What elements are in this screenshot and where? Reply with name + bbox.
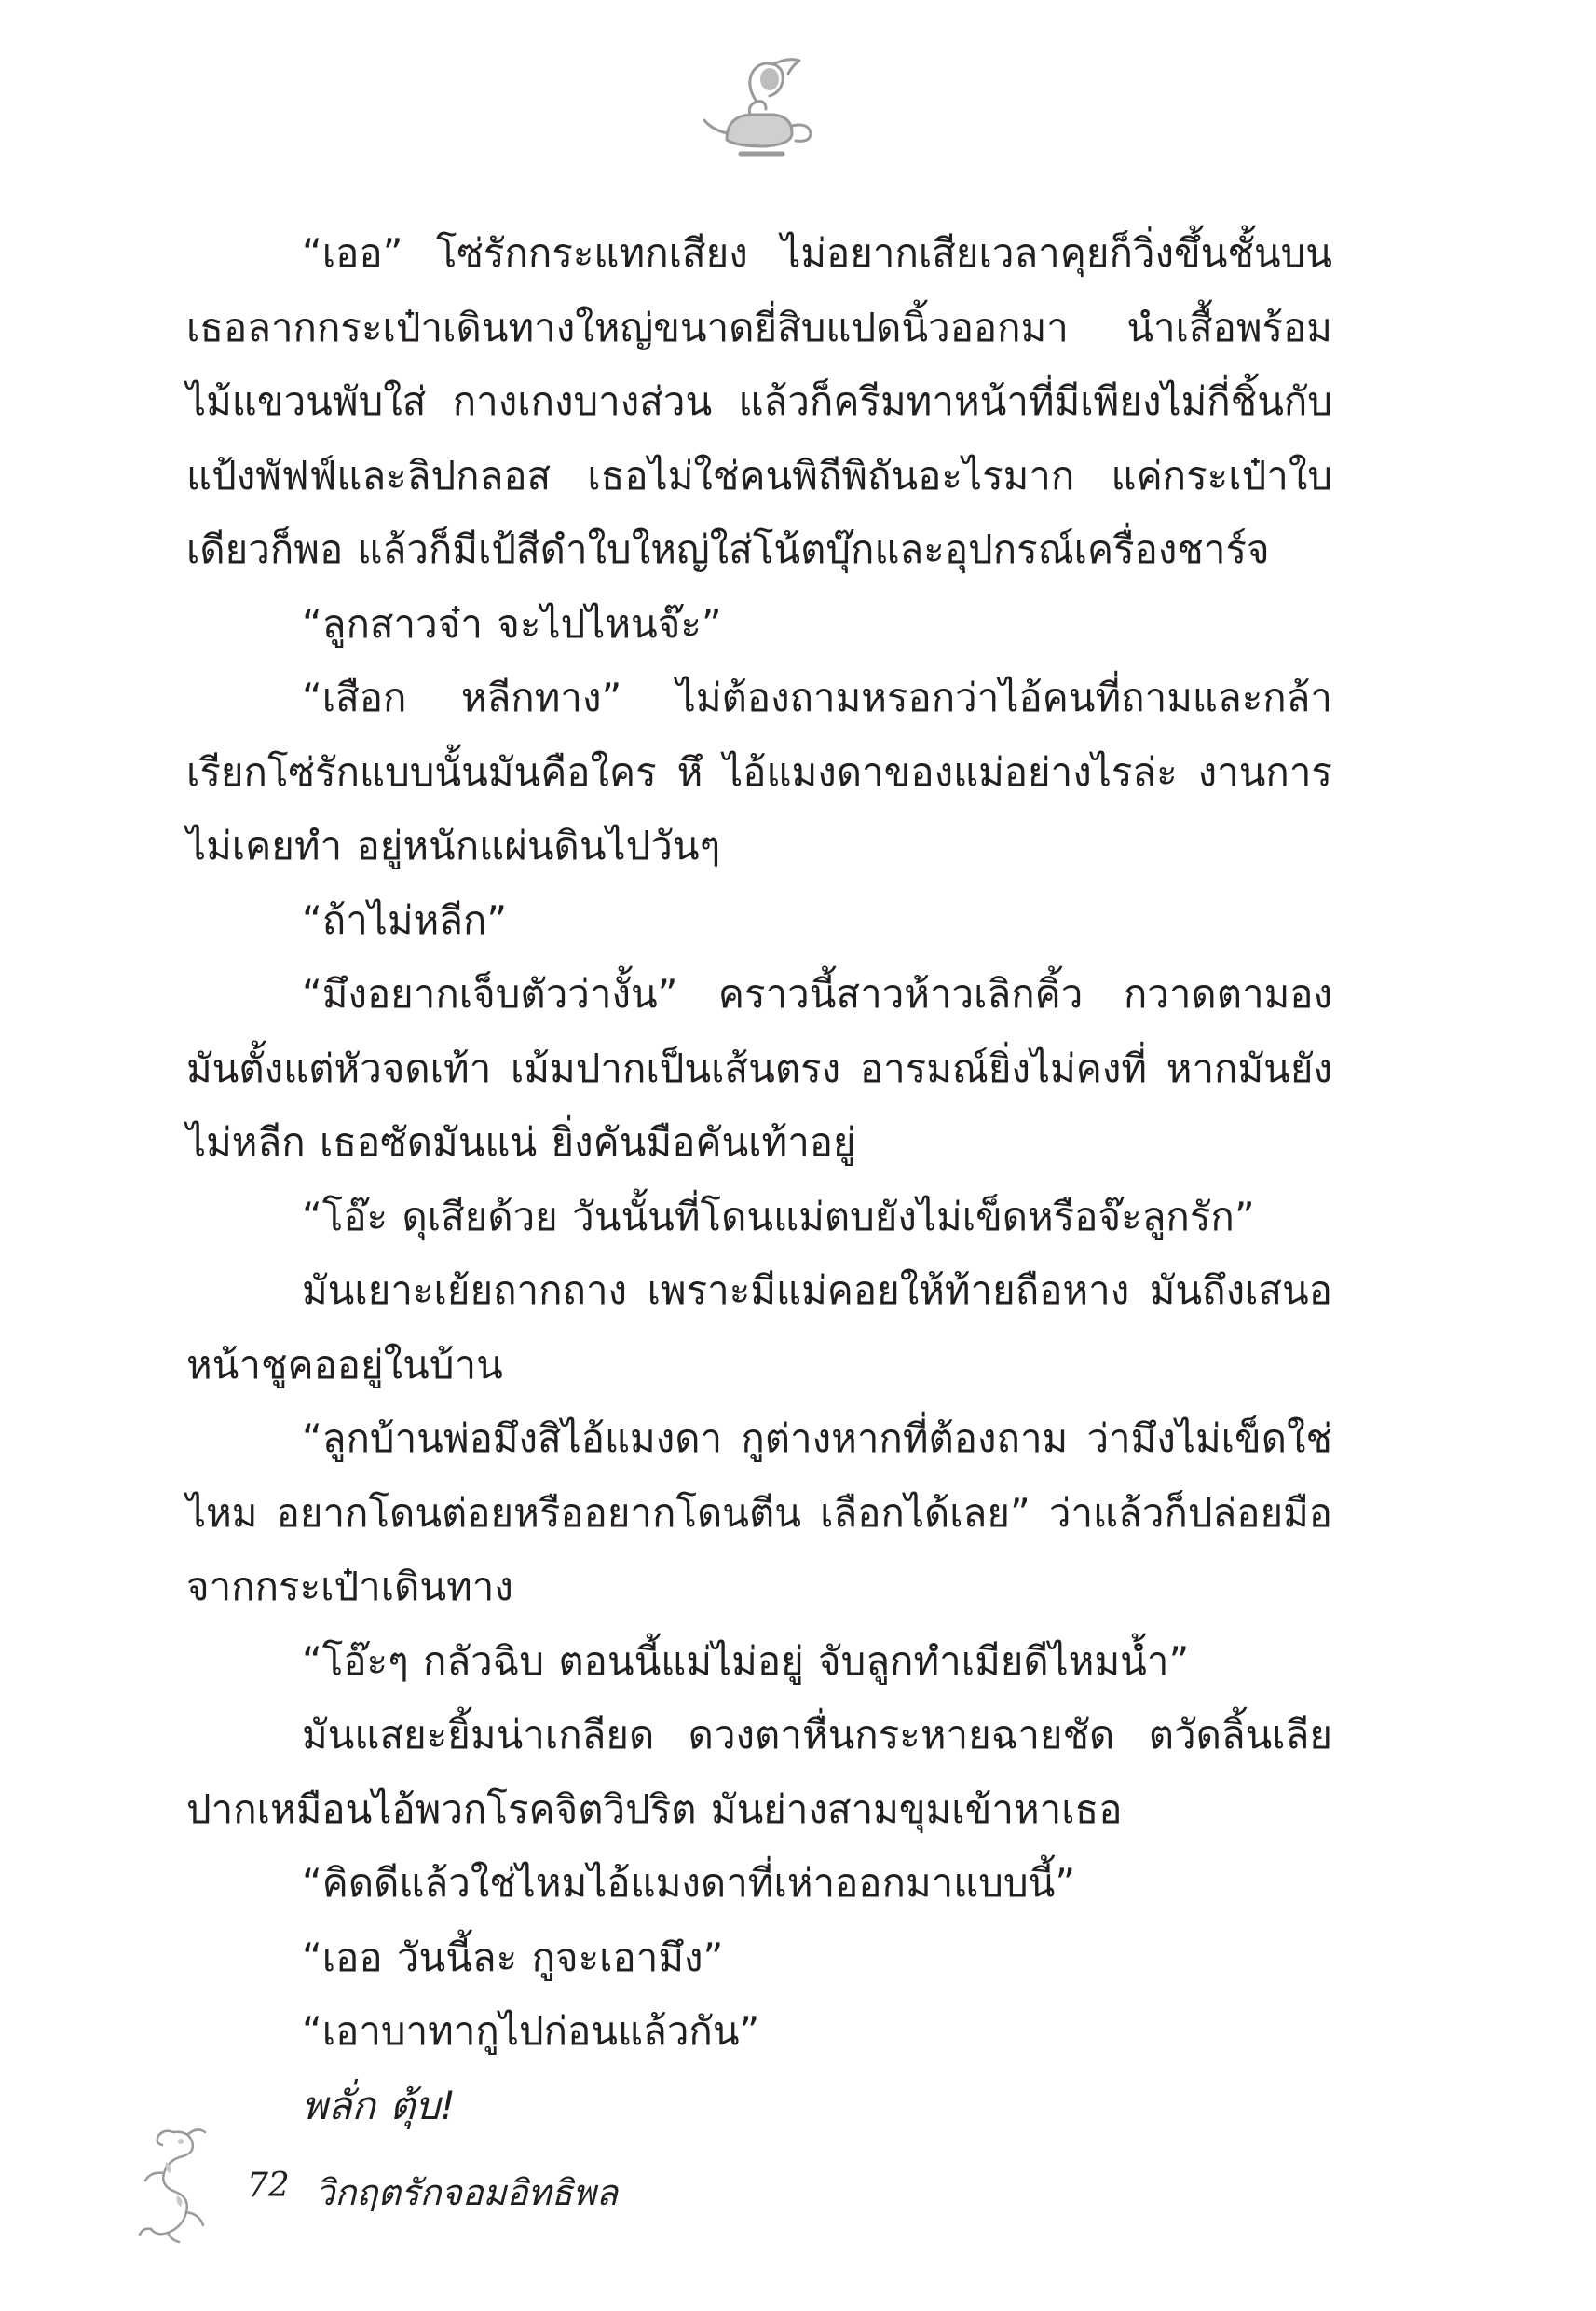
paragraph: “เออ วันนี้ละ กูจะเอามึง” xyxy=(302,1934,724,1980)
paragraph: “ถ้าไม่หลีก” xyxy=(302,896,508,943)
book-title: วิกฤตรักจอมอิทธิพล xyxy=(315,2172,618,2213)
paragraph: “เสือก หลีกทาง” ไม่ต้องถามหรอกว่าไอ้คนที่ถามและกล้าเรียกโซ่รักแบบนั้นมันคือใคร หึ ไอ้แมงดาของแม่อย่างไรล่ะ งานการไม่เคยทำ อยู่หนักแผ่นดินไปวันๆ xyxy=(186,675,1332,868)
paragraph: มันแสยะยิ้มน่าเกลียด ดวงตาหื่นกระหายฉายชัด ตวัดลิ้นเลียปากเหมือนไอ้พวกโรคจิตวิปริต มันย่างสามขุมเข้าหาเธอ xyxy=(186,1712,1332,1832)
chapter-body xyxy=(186,216,1332,2142)
paragraph: “เอาบาทากูไปก่อนแล้วกัน” xyxy=(302,2008,760,2054)
paragraph-sound-effect: พลั่ก ตุ้บ! xyxy=(302,2082,456,2128)
paragraph: “เออ” โซ่รักกระแทกเสียง ไม่อยากเสียเวลาคุยก็วิ่งขึ้นชั้นบน เธอลากกระเป๋าเดินทางใหญ่ขนาดยี่สิบแปดนิ้วออกมา นำเสื้อพร้อมไม้แขวนพับใส่ กางเกงบางส่วน แล้วก็ครีมทาหน้าที่มีเพียงไม่กี่ชิ้นกับแป้งพัฟฟ์และลิปกลอส เธอไม่ใช่คนพิถีพิถันอะไรมาก แค่กระเป๋าใบเดียวก็พอ แล้วก็มีเป้สีดำใบใหญ่ใส่โน้ตบุ๊กและอุปกรณ์เครื่องชาร์จ xyxy=(186,230,1332,572)
paragraph: “โอ๊ะ ดุเสียด้วย วันนั้นที่โดนแม่ตบยังไม่เข็ดหรือจ๊ะลูกรัก” xyxy=(302,1193,1255,1239)
paragraph: “มึงอยากเจ็บตัวว่างั้น” คราวนี้สาวห้าวเลิกคิ้ว กวาดตามองมันตั้งแต่หัวจดเท้า เม้มปากเป็นเส้นตรง อารมณ์ยิ่งไม่คงที่ หากมันยังไม่หลีก เธอซัดมันแน่ ยิ่งคันมือคันเท้าอยู่ xyxy=(186,971,1332,1165)
page-footer xyxy=(130,2125,783,2255)
paragraph: มันเยาะเย้ยถากถาง เพราะมีแม่คอยให้ท้ายถือหาง มันถึงเสนอหน้าชูคออยู่ในบ้าน xyxy=(186,1267,1332,1388)
paragraph: “ลูกสาวจ๋า จะไปไหนจ๊ะ” xyxy=(302,600,722,647)
page-number: 72 xyxy=(247,2167,290,2205)
paragraph: “คิดดีแล้วใช่ไหมไอ้แมงดาที่เห่าออกมาแบบนี้” xyxy=(302,1860,1076,1906)
paragraph: “ลูกบ้านพ่อมึงสิไอ้แมงดา กูต่างหากที่ต้องถาม ว่ามึงไม่เข็ดใช่ไหม อยากโดนต่อยหรืออยากโดนตีน เลือกได้เลย” ว่าแล้วก็ปล่อยมือจากกระเป๋าเดินทาง xyxy=(186,1415,1332,1609)
genie-lamp-icon xyxy=(699,51,820,163)
dragon-icon xyxy=(130,2125,216,2246)
paragraph: “โอ๊ะๆ กลัวฉิบ ตอนนี้แม่ไม่อยู่ จับลูกทำเมียดีไหมน้ำ” xyxy=(302,1637,1190,1684)
